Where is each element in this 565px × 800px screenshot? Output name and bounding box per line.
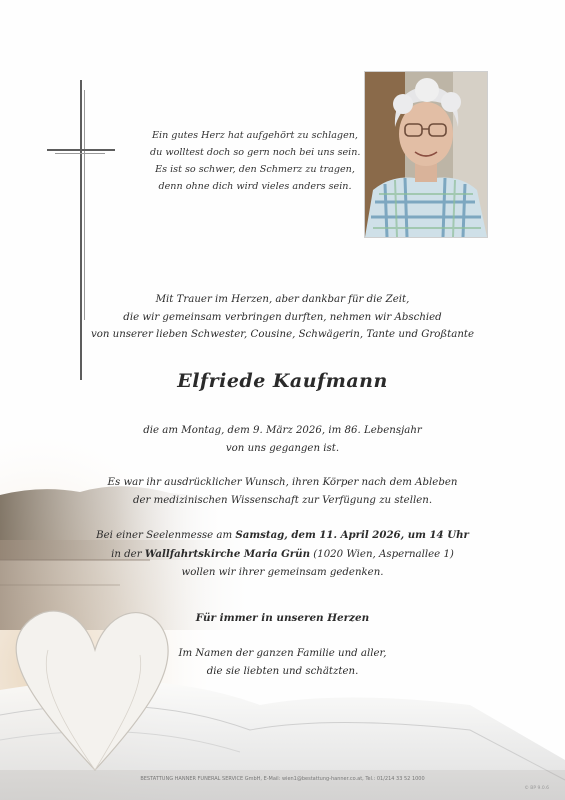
portrait-photo [364, 71, 488, 238]
portrait-image [365, 72, 487, 237]
cross-vertical-shadow [84, 90, 85, 320]
deceased-name: Elfriede Kaufmann [177, 370, 388, 392]
footer-code: © BP 9.0.6 [524, 786, 549, 791]
mass-date-time: Samstag, dem 11. April 2026, um 14 Uhr [235, 529, 469, 541]
body-donation-wish [0, 474, 565, 509]
poem-line: Es ist so schwer, den Schmerz zu tragen, [155, 164, 355, 175]
family-signature [0, 645, 565, 681]
mass-line-1-prefix: Bei einer Seelenmesse am [96, 530, 236, 541]
memorial-poem [150, 127, 360, 195]
family-line: Im Namen der ganzen Familie und aller, [178, 648, 387, 659]
mass-line-2 [0, 545, 565, 564]
wish-line: Es war ihr ausdrücklicher Wunsch, ihren Körper nach dem Ableben [107, 477, 458, 488]
mass-church: Wallfahrtskirche Maria Grün [144, 548, 310, 560]
death-notice [0, 422, 565, 457]
cross-horizontal-shadow [55, 153, 105, 154]
intro-line: von unserer lieben Schwester, Cousine, Schwägerin, Tante und Großtante [90, 329, 475, 340]
death-notice-line: die am Montag, dem 9. März 2026, im 86. Lebensjahr [143, 425, 422, 436]
poem-line: Ein gutes Herz hat aufgehört zu schlagen, [152, 130, 358, 141]
mass-address: (1020 Wien, Aspernallee 1) [310, 549, 454, 560]
intro-text [0, 291, 565, 344]
wish-line: der medizinischen Wissenschaft zur Verfügung zu stellen. [132, 494, 433, 506]
funeral-service-footer: BESTATTUNG HANNER FUNERAL SERVICE GmbH, E-Mail: wien1@bestattung-hanner.co.at, Tel.: 01/214 33 52 1000 [140, 776, 425, 782]
poem-line: du wolltest doch so gern noch bei uns sein. [150, 147, 361, 158]
poem-line: denn ohne dich wird vieles anders sein. [158, 181, 352, 192]
forever-in-hearts: Für immer in unseren Herzen [195, 612, 370, 624]
mass-line-3: wollen wir ihrer gemeinsam gedenken. [181, 567, 384, 578]
mass-line-1 [0, 526, 565, 545]
intro-line: die wir gemeinsam verbringen durften, nehmen wir Abschied [123, 311, 442, 323]
intro-line: Mit Trauer im Herzen, aber dankbar für die Zeit, [155, 294, 410, 305]
death-notice-line: von uns gegangen ist. [225, 442, 340, 454]
mass-line-2-prefix: in der [111, 549, 145, 560]
family-line: die sie liebten und schätzten. [206, 666, 359, 677]
cross-horizontal-beam [47, 149, 115, 151]
memorial-mass-info [0, 526, 565, 582]
